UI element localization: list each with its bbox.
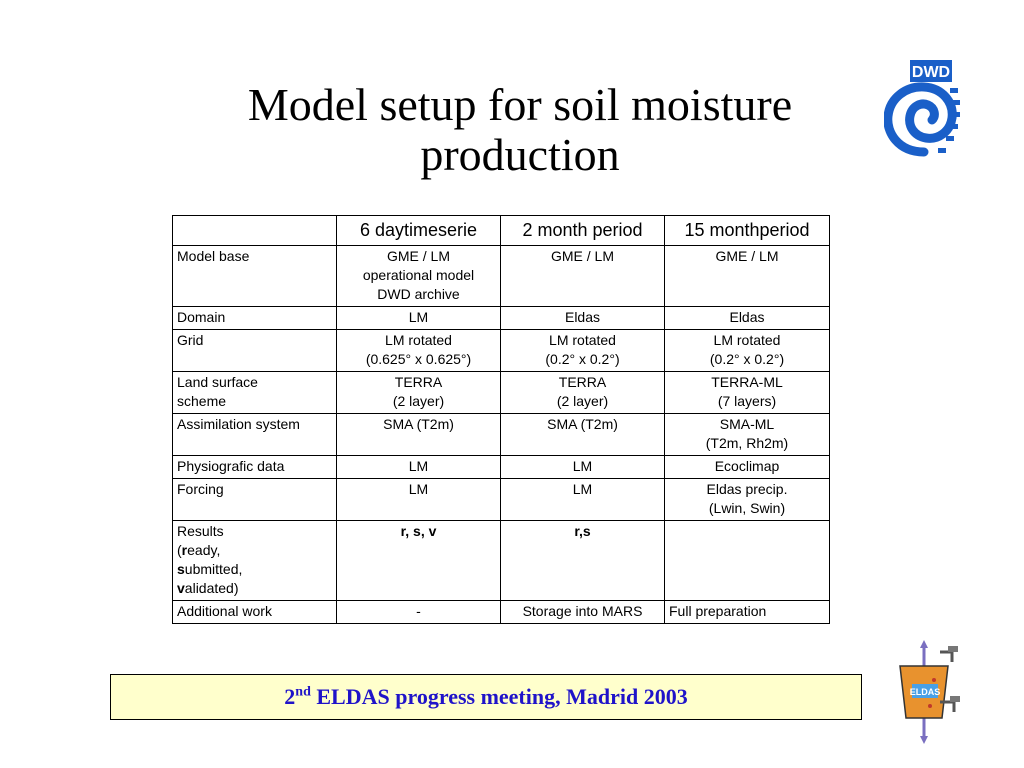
eldas-arrow-top bbox=[920, 640, 928, 648]
table-cell-line: LM bbox=[572, 481, 593, 497]
row-label bbox=[173, 246, 337, 307]
table-cell-line: LM bbox=[408, 458, 429, 474]
table-cell-line: Eldas precip. bbox=[706, 481, 788, 497]
table-cell-line: Ecoclimap bbox=[714, 458, 780, 474]
table-row bbox=[173, 479, 830, 521]
table-cell-line: (0.625° x 0.625°) bbox=[365, 351, 472, 367]
table-cell-line: SMA (T2m) bbox=[547, 416, 618, 432]
table-cell bbox=[337, 372, 501, 414]
table-cell-line: TERRA bbox=[394, 374, 443, 390]
table-cell-line: LM bbox=[408, 309, 429, 325]
table-cell-line: r, s, v bbox=[400, 523, 437, 539]
results-legend-letter: r bbox=[181, 542, 188, 558]
table-cell bbox=[665, 372, 830, 414]
column-header bbox=[173, 216, 337, 246]
column-header-line: 2 month period bbox=[522, 220, 643, 240]
table-cell bbox=[501, 414, 665, 456]
table-cell-line: TERRA bbox=[558, 374, 607, 390]
table-row bbox=[173, 246, 830, 307]
dwd-logo-text: DWD bbox=[911, 64, 951, 81]
row-label-line: Results bbox=[177, 523, 224, 539]
table-cell-line: DWD archive bbox=[377, 286, 460, 302]
table-cell-line: Eldas bbox=[564, 309, 601, 325]
column-header bbox=[337, 216, 501, 246]
table-cell bbox=[337, 456, 501, 479]
results-legend-word: eady, bbox=[187, 542, 221, 558]
table-cell bbox=[337, 330, 501, 372]
table-cell-line: SMA-ML bbox=[719, 416, 775, 432]
table-cell-line: LM rotated bbox=[713, 332, 781, 348]
row-label-line: Assimilation system bbox=[177, 416, 300, 432]
table-cell-line: GME / LM bbox=[550, 248, 614, 264]
table-cell-line: TERRA-ML bbox=[711, 374, 783, 390]
eldas-drop-1 bbox=[932, 678, 936, 682]
table-row bbox=[173, 456, 830, 479]
table-cell bbox=[665, 307, 830, 330]
slide-title-line-2: production bbox=[420, 129, 620, 180]
table-cell-line: (2 layer) bbox=[392, 393, 445, 409]
table-cell-line: operational model bbox=[362, 267, 475, 283]
table-row bbox=[173, 601, 830, 624]
row-label-line: Additional work bbox=[177, 603, 272, 619]
table-cell-line: (2 layer) bbox=[556, 393, 609, 409]
table-cell bbox=[501, 330, 665, 372]
table-cell-line: GME / LM bbox=[715, 248, 779, 264]
table-cell bbox=[665, 246, 830, 307]
table-cell bbox=[665, 330, 830, 372]
footer-text: ELDAS progress meeting, Madrid 2003 bbox=[310, 684, 688, 709]
results-legend-letter: v bbox=[177, 580, 185, 596]
column-header-line: 15 month bbox=[684, 220, 760, 240]
table-cell-line: Storage into MARS bbox=[522, 603, 643, 619]
table-cell-line: LM rotated bbox=[385, 332, 452, 348]
table-cell-line: SMA (T2m) bbox=[383, 416, 454, 432]
table-cell bbox=[337, 307, 501, 330]
table-header-row bbox=[173, 216, 830, 246]
results-legend-line bbox=[177, 541, 332, 560]
dwd-tick-3 bbox=[952, 112, 960, 117]
table-cell bbox=[501, 601, 665, 624]
dwd-tick-4 bbox=[950, 124, 958, 129]
dwd-spiral bbox=[888, 87, 952, 152]
slide-title-line-1: Model setup for soil moisture bbox=[247, 79, 793, 130]
results-legend-letter: s bbox=[177, 561, 185, 577]
table-cell-line: (0.2° x 0.2°) bbox=[709, 351, 785, 367]
table-cell bbox=[501, 307, 665, 330]
eldas-logo-icon bbox=[894, 640, 966, 744]
table-cell bbox=[665, 456, 830, 479]
table-cell-line: LM rotated bbox=[549, 332, 616, 348]
footer-banner bbox=[110, 674, 862, 720]
footer-ordinal: 2 bbox=[284, 684, 296, 709]
dwd-tick-2 bbox=[952, 100, 960, 105]
row-label bbox=[173, 330, 337, 372]
row-label-line: Physiografic data bbox=[177, 458, 285, 474]
results-legend-prefix: ( bbox=[177, 542, 182, 558]
results-legend-word: alidated) bbox=[184, 580, 239, 596]
footer-ordinal-suffix: nd bbox=[295, 684, 311, 700]
table-cell bbox=[337, 246, 501, 307]
slide-title bbox=[160, 80, 880, 180]
dwd-logo-icon bbox=[884, 60, 962, 158]
eldas-logo-text: ELDAS bbox=[909, 687, 941, 697]
eldas-pipe-top bbox=[940, 652, 952, 662]
results-legend-word: ubmitted, bbox=[184, 561, 243, 577]
table-cell bbox=[501, 246, 665, 307]
row-label-line: scheme bbox=[177, 393, 227, 409]
table-row bbox=[173, 372, 830, 414]
table-cell bbox=[337, 601, 501, 624]
table-cell-line: - bbox=[416, 603, 421, 619]
table-cell-line: (7 layers) bbox=[717, 393, 777, 409]
table-cell bbox=[337, 479, 501, 521]
table-body bbox=[173, 216, 830, 624]
table-row bbox=[173, 414, 830, 456]
row-label bbox=[173, 601, 337, 624]
table-row bbox=[173, 307, 830, 330]
table-cell bbox=[501, 372, 665, 414]
column-header-line: period bbox=[759, 220, 810, 240]
row-label-line: Domain bbox=[177, 309, 226, 325]
table-cell bbox=[337, 521, 501, 601]
row-label-line: Grid bbox=[177, 332, 204, 348]
dwd-tick-1 bbox=[950, 88, 958, 93]
row-label bbox=[173, 307, 337, 330]
column-header-line: timeserie bbox=[404, 220, 478, 240]
table-row bbox=[173, 521, 830, 601]
column-header bbox=[665, 216, 830, 246]
row-label bbox=[173, 521, 337, 601]
table-cell-line: r,s bbox=[574, 523, 591, 539]
dwd-tick-5 bbox=[946, 136, 954, 141]
eldas-drop-2 bbox=[928, 704, 932, 708]
table-cell-line: (T2m, Rh2m) bbox=[705, 435, 789, 451]
row-label-line: Land surface bbox=[177, 374, 258, 390]
column-header bbox=[501, 216, 665, 246]
table-cell bbox=[665, 521, 830, 601]
eldas-tap-bottom bbox=[950, 696, 960, 702]
table-cell bbox=[665, 414, 830, 456]
table-cell-line: (0.2° x 0.2°) bbox=[545, 351, 620, 367]
table-cell-line: (Lwin, Swin) bbox=[708, 500, 786, 516]
row-label-line: Forcing bbox=[177, 481, 224, 497]
results-legend-line bbox=[177, 560, 332, 579]
row-label bbox=[173, 456, 337, 479]
table-cell-line: Full preparation bbox=[669, 603, 767, 619]
table-cell bbox=[665, 601, 830, 624]
row-label-line: Model base bbox=[177, 248, 250, 264]
eldas-arrow-bottom bbox=[920, 736, 928, 744]
results-legend-line bbox=[177, 579, 332, 598]
table-cell bbox=[501, 456, 665, 479]
table-cell bbox=[665, 479, 830, 521]
table-cell bbox=[501, 479, 665, 521]
table-row bbox=[173, 330, 830, 372]
row-label bbox=[173, 414, 337, 456]
table-cell bbox=[337, 414, 501, 456]
dwd-tick-6 bbox=[938, 148, 946, 153]
table-cell-line: GME / LM bbox=[386, 248, 450, 264]
row-label bbox=[173, 372, 337, 414]
table-cell-line: Eldas bbox=[729, 309, 765, 325]
table-cell-line: LM bbox=[572, 458, 593, 474]
column-header-line: 6 day bbox=[359, 220, 404, 240]
eldas-tap-top bbox=[948, 646, 958, 652]
table-cell-line: LM bbox=[408, 481, 429, 497]
table-cell bbox=[501, 521, 665, 601]
row-label bbox=[173, 479, 337, 521]
model-setup-table bbox=[172, 215, 830, 624]
